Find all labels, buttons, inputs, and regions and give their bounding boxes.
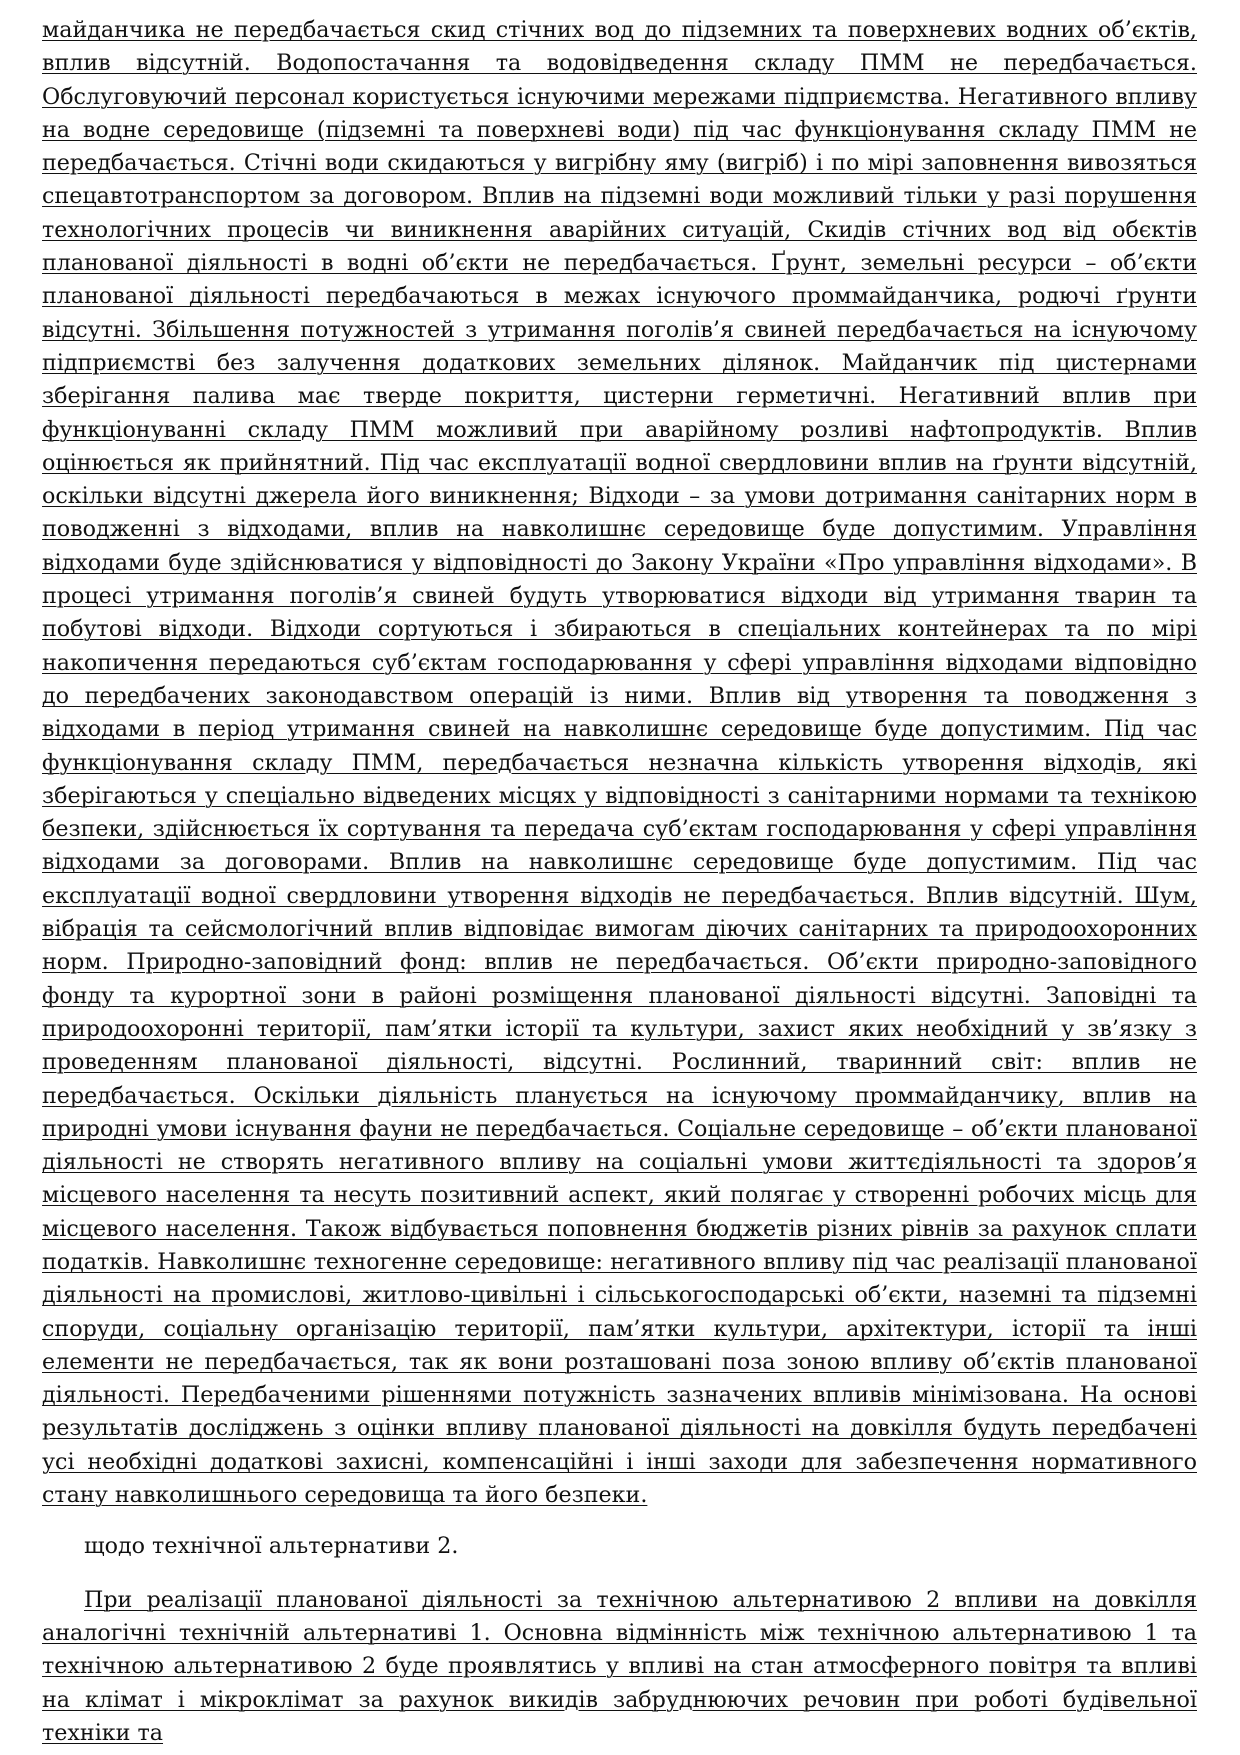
document-page bbox=[42, 14, 1197, 1750]
heading-text: щодо технічної альтернативи 2. bbox=[84, 1533, 459, 1560]
section-heading-technical-alternative-2 bbox=[42, 1530, 1197, 1563]
paragraph-environmental-impact bbox=[42, 14, 1197, 1512]
paragraph-technical-alternative-2 bbox=[42, 1584, 1197, 1750]
paragraph-1-text: майданчика не передбачається скид стічних вод до підземних та поверхневих водних об’єктів, вплив відсутній. Водопостачання та водовідведення складу ПММ не передбачається. Обслуговуючий персонал користується існуючими мережами підприємства. Негативного впливу на водне середовище (підземні та поверхневі води) під час функціонування складу ПММ не передбачається. Стічні води скидаються у вигрібну яму (вигріб) і по мірі заповнення вивозяться спецавтотранспортом за договором. Вплив на підземні води можливий тільки у разі порушення технологічних процесів чи виникнення аварійних ситуацій, Скидів стічних вод від обєктів планованої діяльності в водні об’єкти не передбачається. Ґрунт, земельні ресурси – об’єкти планованої діяльності передбачаються в межах існуючого проммайданчика, родючі ґрунти відсутні. Збільшення потужностей з утримання поголів’я свиней передбачається на існуючому підприємстві без залучення додаткових земельних ділянок. Майданчик під цистернами зберігання палива має тверде покриття, цистерни герметичні. Негативний вплив при функціонуванні складу ПММ можливий при аварійному розливі нафтопродуктів. Вплив оцінюється як прийнятний. Під час експлуатації водної свердловини вплив на ґрунти відсутній, оскільки відсутні джерела його виникнення; Відходи – за умови дотримання санітарних норм в поводженні з відходами, вплив на навколишнє середовище буде допустимим. Управління відходами буде здійснюватися у відповідності до Закону України «Про управління відходами». В процесі утримання поголів’я свиней будуть утворюватися відходи від утримання тварин та побутові відходи. Відходи сортуються і збираються в спеціальних контейнерах та по мірі накопичення передаються суб’єктам господарювання у сфері управління відходами відповідно до передбачених законодавством операцій із ними. Вплив від утворення та поводження з відходами в період утримання свиней на навколишнє середовище буде допустимим. Під час функціонування складу ПММ, передбачається незначна кількість утворення відходів, які зберігаються у спеціально відведених місцях у відповідності з санітарними нормами та технікою безпеки, здійснюється їх сортування та передача суб’єктам господарювання у сфері управління відходами за договорами. Вплив на навколишнє середовище буде допустимим. Під час експлуатації водної свердловини утворення відходів не передбачається. Вплив відсутній. Шум, вібрація та сейсмологічний вплив відповідає вимогам діючих санітарних та природоохоронних норм. Природно-заповідний фонд: вплив не передбачається. Об’єкти природно-заповідного фонду та курортної зони в районі розміщення планованої діяльності відсутні. Заповідні та природоохоронні території, пам’ятки історії та культури, захист яких необхідний у зв’язку з проведенням планованої діяльності, відсутні. Рослинний, тваринний світ: вплив не передбачається. Оскільки діяльність планується на існуючому проммайданчику, вплив на природні умови існування фауни не передбачається. Соціальне середовище – об’єкти планованої діяльності не створять негативного впливу на соціальні умови життєдіяльності та здоров’я місцевого населення та несуть позитивний аспект, який полягає у створенні робочих місць для місцевого населення. Також відбувається поповнення бюджетів різних рівнів за рахунок сплати податків. Навколишнє техногенне середовище: негативного впливу під час реалізації планованої діяльності на промислові, житлово-цивільні і сільськогосподарські об’єкти, наземні та підземні споруди, соціальну організацію території, пам’ятки культури, архітектури, історії та інші елементи не передбачається, так як вони розташовані поза зоною впливу об’єктів планованої діяльності. Передбаченими рішеннями потужність зазначених впливів мінімізована. На основі результатів досліджень з оцінки впливу планованої діяльності на довкілля будуть передбачені усі необхідні додаткові захисні, компенсаційні і інші заходи для забезпечення нормативного стану навколишнього середовища та його безпеки. bbox=[42, 17, 1197, 1509]
paragraph-2-text: При реалізації планованої діяльності за технічною альтернативою 2 впливи на довкілля аналогічні технічній альтернативі 1. Основна відмінність між технічною альтернативою 1 та технічною альтернативою 2 буде проявлятись у впливі на стан атмосферного повітря та впливі на клімат і мікроклімат за рахунок викидів забруднюючих речовин при роботі будівельної техніки та bbox=[42, 1586, 1197, 1746]
